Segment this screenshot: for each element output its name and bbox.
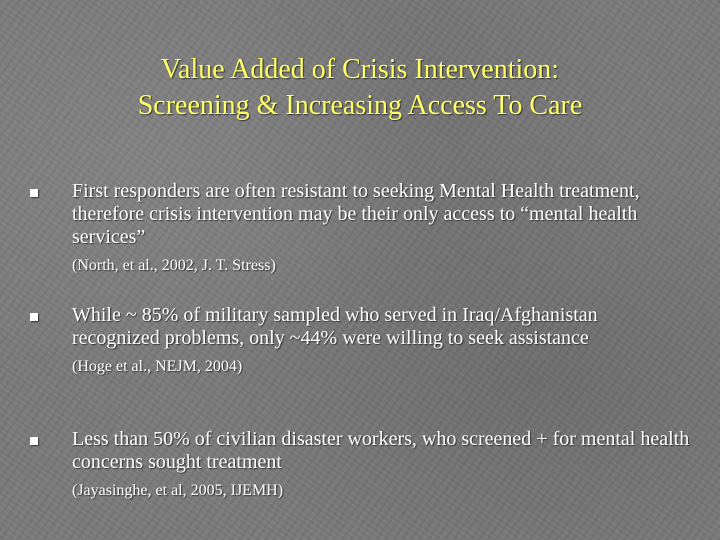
square-bullet-icon xyxy=(30,189,38,197)
bullet-item-military xyxy=(30,304,690,377)
bullet-item-first-responders xyxy=(30,180,690,276)
square-bullet-icon xyxy=(30,313,38,321)
bullet-text: While ~ 85% of military sampled who served in Iraq/Afghanistan recognized problems, only ~44% were willing to seek assistance xyxy=(72,304,598,349)
bullet-citation: (Jayasinghe, et al, 2005, IJEMH) xyxy=(72,482,284,499)
bullet-item-civilian-workers xyxy=(30,428,690,501)
slide-title-line-2: Screening & Increasing Access To Care xyxy=(137,90,583,121)
slide-title xyxy=(0,52,720,124)
bullet-citation: (Hoge et al., NEJM, 2004) xyxy=(72,358,243,375)
bullet-citation: (North, et al., 2002, J. T. Stress) xyxy=(72,257,276,274)
square-bullet-icon xyxy=(30,437,38,445)
bullet-text: First responders are often resistant to seeking Mental Health treatment, therefore crisis intervention may be their only access to “mental health services” xyxy=(72,180,640,248)
bullet-text: Less than 50% of civilian disaster workers, who screened + for mental health concerns sought treatment xyxy=(72,428,690,473)
slide-title-line-1: Value Added of Crisis Intervention: xyxy=(160,54,560,85)
